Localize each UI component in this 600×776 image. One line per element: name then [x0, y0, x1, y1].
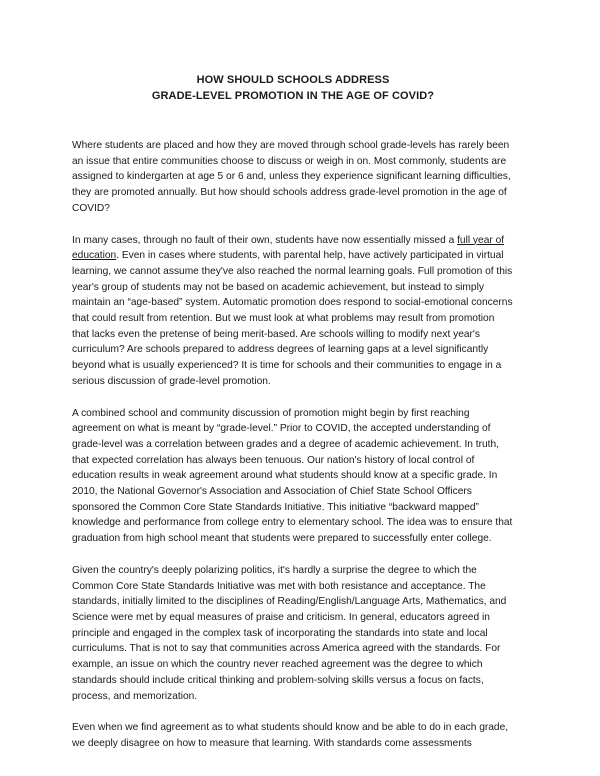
paragraph-3: A combined school and community discussion of promotion might begin by first reaching agreement on what is meant by “grade-level.” Prior to COVID, the accepted understanding of grade-level was a correlation between grades and a degree of academic achievement. In truth, that expected correlation has always been tenuous. Our nation's history of local control of education results in weak agreement around what students should know at a specific grade. In 2010, the National Governor's Association and Association of Chief State School Officers sponsored the Common Core State Standards Initiative. This initiative “backward mapped” knowledge and performance from college entry to elementary school. The idea was to ensure that graduation from high school meant that students were prepared to successfully enter college.	[72, 407, 513, 545]
paragraph-2-text-end: . Even in cases where students, with parental help, have actively participated in virtual learning, we cannot assume they've also reached the normal learning goals. Full promotion of this year's group of students may not be based on academic achievement, but instead to simply maintain an “age-based” system. Automatic promotion does respond to social-emotional concerns that could result from retention. But we must look at what problems may result from promotion that lacks even the pretense of being merit-based. Are schools willing to modify next year's curriculum? Are schools prepared to address degrees of learning gaps at a level significantly beyond what is usually experienced? It is time for schools and their communities to engage in a serious discussion of grade-level promotion.	[72, 250, 513, 387]
paragraph-5: Even when we find agreement as to what students should know and be able to do in each grade, we deeply disagree on how to measure that learning. With standards come assessments	[72, 722, 509, 749]
title-line-1: HOW SHOULD SCHOOLS ADDRESS	[196, 74, 390, 86]
paragraph-2	[72, 233, 514, 390]
paragraph-2-text-start: In many cases, through no fault of their own, students have now essentially missed a	[72, 234, 458, 246]
title-line-2: GRADE-LEVEL PROMOTION IN THE AGE OF COVID?	[151, 90, 435, 102]
full-year-of-education-link[interactable]: full year of education	[72, 234, 505, 262]
paragraph-1: Where students are placed and how they are moved through school grade-levels has rarely been an issue that entire communities choose to discuss or weigh in on. Most commonly, students are assigned to kindergarten at age 5 or 6 and, unless they experience significant learning difficulties, they are promoted annually. But how should schools address grade-level promotion in the age of COVID?	[72, 140, 511, 214]
page-title	[72, 72, 514, 104]
paragraph-4: Given the country's deeply polarizing politics, it's hardly a surprise the degree to which the Common Core State Standards Initiative was met with both resistance and acceptance. The standards, initially limited to the disciplines of Reading/English/Language Arts, Mathematics, and Science were met by equal measures of praise and criticism. In general, educators agreed in principle and engaged in the complex task of incorporating the standards into state and local curriculums. That is not to say that communities across America agreed with the standards. For example, an issue on which the country never reached agreement was the degree to which standards should include critical thinking and problem-solving skills versus a focus on facts, process, and memorization.	[72, 564, 507, 702]
